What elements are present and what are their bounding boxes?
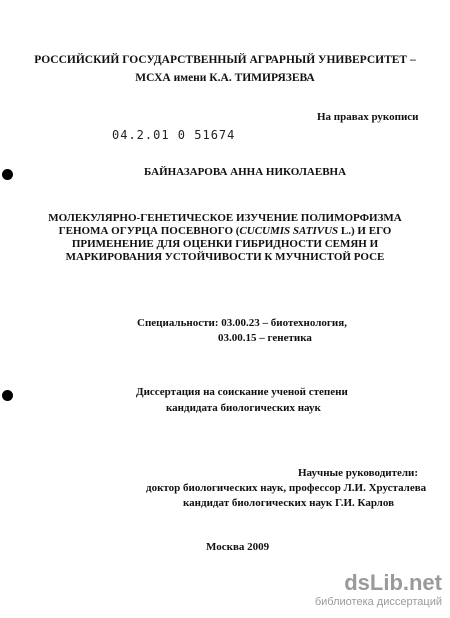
species-latin-name: CUCUMIS SATIVUS (239, 225, 339, 237)
title-line-4: МАРКИРОВАНИЯ УСТОЙЧИВОСТИ К МУЧНИСТОЙ РОСЕ (65, 251, 385, 263)
registration-stamp: 04.2.01 0 51674 (112, 128, 236, 142)
supervisors-heading: Научные руководители: (298, 467, 419, 479)
supervisor-2: кандидат биологических наук Г.И. Карлов (183, 497, 395, 509)
title-line-2-suffix: L.) И ЕГО (338, 225, 392, 237)
place-and-year: Москва 2009 (206, 541, 270, 553)
specialties-line-1: Специальности: 03.00.23 – биотехнология, (137, 317, 347, 329)
dissertation-line-2: кандидата биологических наук (166, 402, 321, 414)
specialties-line-2: 03.00.15 – генетика (218, 332, 312, 344)
watermark-logo: dsLib.net (344, 570, 442, 595)
watermark-subtitle: библиотека диссертаций (314, 596, 442, 608)
university-line-2: МСХА имени К.А. ТИМИРЯЗЕВА (135, 72, 315, 84)
rights-note: На правах рукописи (317, 111, 419, 123)
title-line-1: МОЛЕКУЛЯРНО-ГЕНЕТИЧЕСКОЕ ИЗУЧЕНИЕ ПОЛИМОРФИЗМА (48, 212, 402, 224)
author-name: БАЙНАЗАРОВА АННА НИКОЛАЕВНА (144, 166, 347, 178)
title-line-3: ПРИМЕНЕНИЕ ДЛЯ ОЦЕНКИ ГИБРИДНОСТИ СЕМЯН И (71, 238, 379, 250)
punch-hole-top (2, 169, 13, 180)
dissertation-line-1: Диссертация на соискание ученой степени (136, 386, 348, 398)
watermark (312, 570, 442, 610)
title-line-2 (0, 224, 450, 238)
university-line-1: РОССИЙСКИЙ ГОСУДАРСТВЕННЫЙ АГРАРНЫЙ УНИВЕРСИТЕТ – (34, 54, 416, 66)
supervisor-1: доктор биологических наук, профессор Л.И. Хрусталева (146, 482, 427, 494)
title-line-2-prefix: ГЕНОМА ОГУРЦА ПОСЕВНОГО ( (58, 225, 240, 237)
punch-hole-bottom (2, 390, 13, 401)
